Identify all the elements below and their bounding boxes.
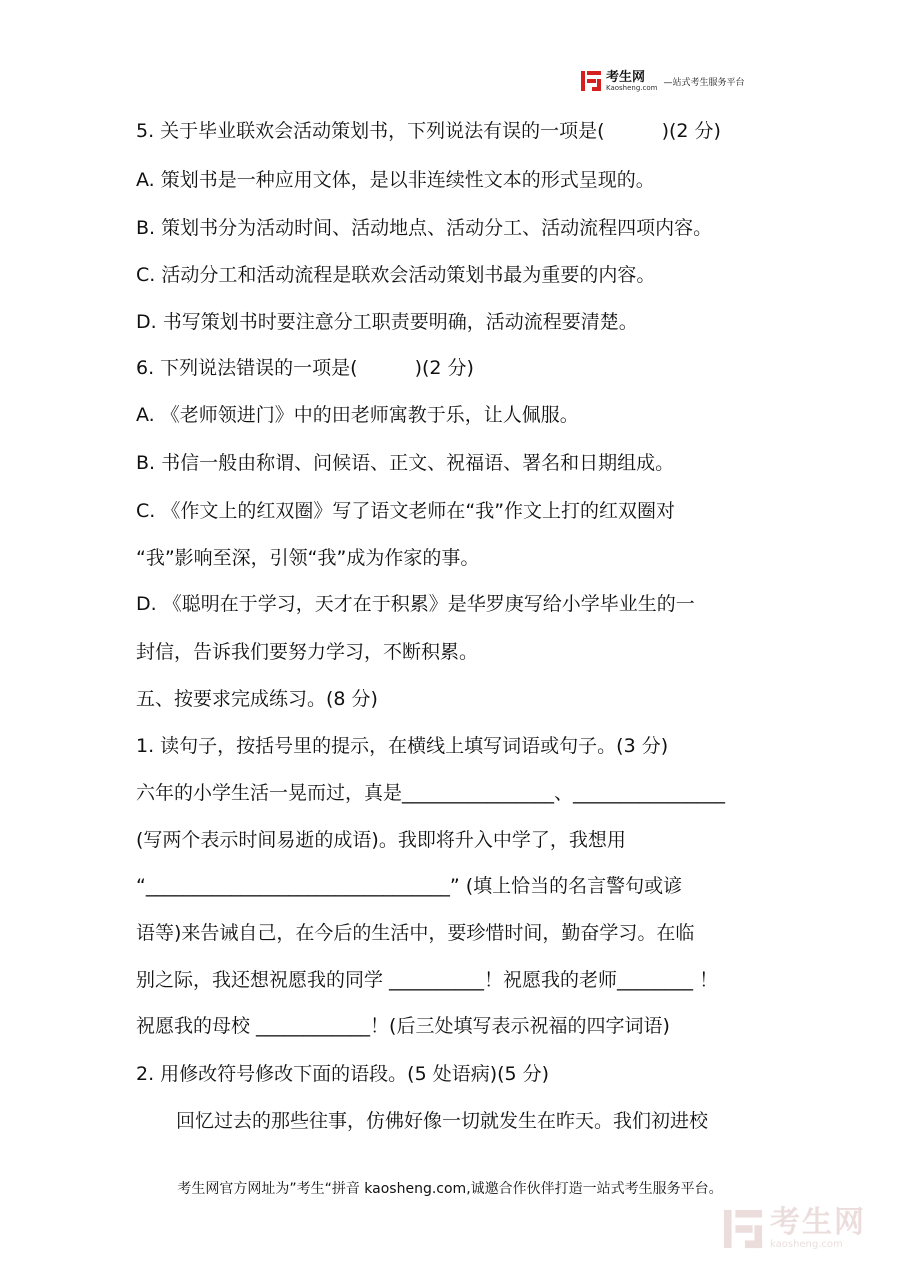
kaosheng-logo-icon <box>580 70 602 92</box>
question-5-option-a: A. 策划书是一种应用文体，是以非连续性文本的形式呈现的。 <box>136 169 655 191</box>
question-6-option-d-line2: 封信，告诉我们要努力学习，不断积累。 <box>136 641 479 663</box>
question-6-option-c-line1: C. 《作文上的红双圈》写了语文老师在“我”作文上打的红双圈对 <box>136 500 676 522</box>
exercise-1-line2: (写两个表示时间易逝的成语)。我即将升入中学了，我想用 <box>136 829 626 851</box>
watermark-logo-icon <box>722 1208 764 1250</box>
exercise-1-line1: 六年的小学生活一晃而过，真是________________、________________ <box>136 782 726 804</box>
question-6-option-d-line1: D. 《聪明在于学习，天才在于积累》是华罗庚写给小学毕业生的一 <box>136 593 695 615</box>
exercise-1-line6: 祝愿我的母校 ____________！(后三处填写表示祝福的四字词语) <box>136 1015 670 1037</box>
watermark-domain: kaosheng.com <box>770 1239 843 1250</box>
header-logo <box>580 68 745 94</box>
question-6-option-b: B. 书信一般由称谓、问候语、正文、祝福语、署名和日期组成。 <box>136 452 675 474</box>
logo-tagline: —站式考生服务平台 <box>663 77 745 88</box>
logo-domain: Kaosheng.com <box>606 83 658 92</box>
exercise-1-prompt: 1. 读句子，按括号里的提示，在横线上填写词语或句子。(3 分) <box>136 735 669 757</box>
exercise-1-line3: “________________________________” (填上恰当的名言警句或谚 <box>136 875 683 897</box>
exercise-2-passage: 回忆过去的那些往事，仿佛好像一切就发生在昨天。我们初进校 <box>176 1110 709 1132</box>
footer-text: 考生网官方网址为”考生“拼音 kaosheng.com,诚邀合作伙伴打造一站式考生服务平台。 <box>177 1181 723 1197</box>
question-6-option-c-line2: “我”影响至深，引领“我”成为作家的事。 <box>136 547 480 569</box>
question-6: 6. 下列说法错误的一项是( )(2 分) <box>136 357 474 379</box>
watermark <box>722 1205 866 1250</box>
question-5: 5. 关于毕业联欢会活动策划书，下列说法有误的一项是( )(2 分) <box>136 120 721 142</box>
exercise-2-prompt: 2. 用修改符号修改下面的语段。(5 处语病)(5 分) <box>136 1063 550 1085</box>
exercise-1-line5: 别之际，我还想祝愿我的同学 __________！祝愿我的老师________ ！ <box>136 969 719 991</box>
question-5-option-c: C. 活动分工和活动流程是联欢会活动策划书最为重要的内容。 <box>136 264 656 286</box>
question-5-option-d: D. 书写策划书时要注意分工职责要明确，活动流程要清楚。 <box>136 311 638 333</box>
question-6-option-a: A. 《老师领进门》中的田老师寓教于乐，让人佩服。 <box>136 404 579 426</box>
exercise-1-line4: 语等)来告诫自己，在今后的生活中，要珍惜时间，勤奋学习。在临 <box>136 922 695 944</box>
section-5-heading: 五、按要求完成练习。(8 分) <box>136 688 378 710</box>
watermark-name: 考生网 <box>770 1205 866 1240</box>
logo-name: 考生网 <box>606 69 646 85</box>
question-5-option-b: B. 策划书分为活动时间、活动地点、活动分工、活动流程四项内容。 <box>136 217 713 239</box>
